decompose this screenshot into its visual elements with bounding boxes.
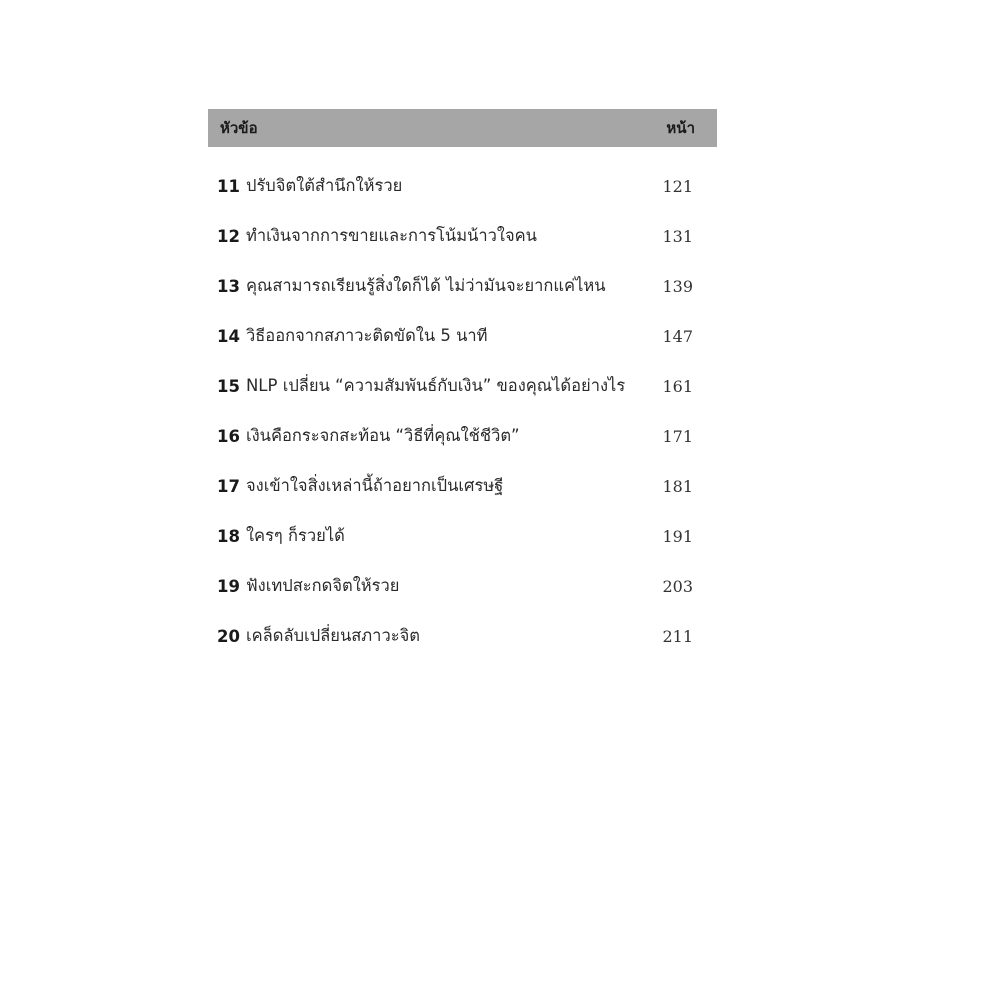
chapter-title: เงินคือกระจกสะท้อน “วิธีที่คุณใช้ชีวิต”: [245, 426, 520, 445]
chapter-title: ใครๆ ก็รวยได้: [245, 526, 345, 545]
chapter-number: 17: [217, 476, 240, 496]
page-number: 131: [662, 226, 693, 246]
toc-row-left: [217, 323, 488, 349]
page-column-header: หน้า: [666, 119, 695, 137]
page-number: 139: [662, 276, 693, 296]
chapter-title: ทำเงินจากการขายและการโน้มน้าวใจคน: [245, 226, 537, 245]
toc-row-left: [217, 373, 625, 399]
toc-row-left: [217, 623, 420, 649]
toc-rows: [208, 161, 717, 661]
chapter-title: จงเข้าใจสิ่งเหล่านี้ถ้าอยากเป็นเศรษฐี: [245, 476, 504, 495]
chapter-number: 15: [217, 376, 240, 396]
topic-column-header: หัวข้อ: [220, 119, 258, 137]
toc-row: [208, 611, 717, 661]
toc-row: [208, 561, 717, 611]
toc-row-left: [217, 573, 399, 599]
toc-row: [208, 211, 717, 261]
toc-row: [208, 411, 717, 461]
toc-header: [208, 109, 717, 147]
toc-row: [208, 511, 717, 561]
chapter-number: 11: [217, 176, 240, 196]
chapter-number: 12: [217, 226, 240, 246]
page-number: 203: [662, 576, 693, 596]
chapter-title: NLP เปลี่ยน “ความสัมพันธ์กับเงิน” ของคุณได้อย่างไร: [245, 376, 626, 395]
chapter-number: 13: [217, 276, 240, 296]
toc-row-left: [217, 473, 503, 499]
toc-row-left: [217, 523, 345, 549]
page-number: 211: [662, 626, 693, 646]
page-number: 191: [662, 526, 693, 546]
toc-row: [208, 161, 717, 211]
page-number: 181: [662, 476, 693, 496]
chapter-title: ปรับจิตใต้สำนึกให้รวย: [245, 176, 403, 195]
toc-row-left: [217, 273, 606, 299]
toc-row: [208, 311, 717, 361]
chapter-number: 20: [217, 626, 240, 646]
chapter-number: 16: [217, 426, 240, 446]
toc-row: [208, 461, 717, 511]
page-number: 161: [662, 376, 693, 396]
chapter-title: คุณสามารถเรียนรู้สิ่งใดก็ได้ ไม่ว่ามันจะยากแค่ไหน: [245, 276, 606, 295]
toc-row-left: [217, 173, 402, 199]
toc-row-left: [217, 423, 520, 449]
page-number: 171: [662, 426, 693, 446]
chapter-number: 19: [217, 576, 240, 596]
table-of-contents: [208, 109, 717, 661]
page-number: 121: [662, 176, 693, 196]
toc-row-left: [217, 223, 537, 249]
chapter-number: 18: [217, 526, 240, 546]
chapter-number: 14: [217, 326, 240, 346]
chapter-title: วิธีออกจากสภาวะติดขัดใน 5 นาที: [245, 326, 488, 345]
chapter-title: ฟังเทปสะกดจิตให้รวย: [245, 576, 400, 595]
toc-row: [208, 361, 717, 411]
chapter-title: เคล็ดลับเปลี่ยนสภาวะจิต: [245, 626, 420, 645]
toc-row: [208, 261, 717, 311]
page-number: 147: [662, 326, 693, 346]
